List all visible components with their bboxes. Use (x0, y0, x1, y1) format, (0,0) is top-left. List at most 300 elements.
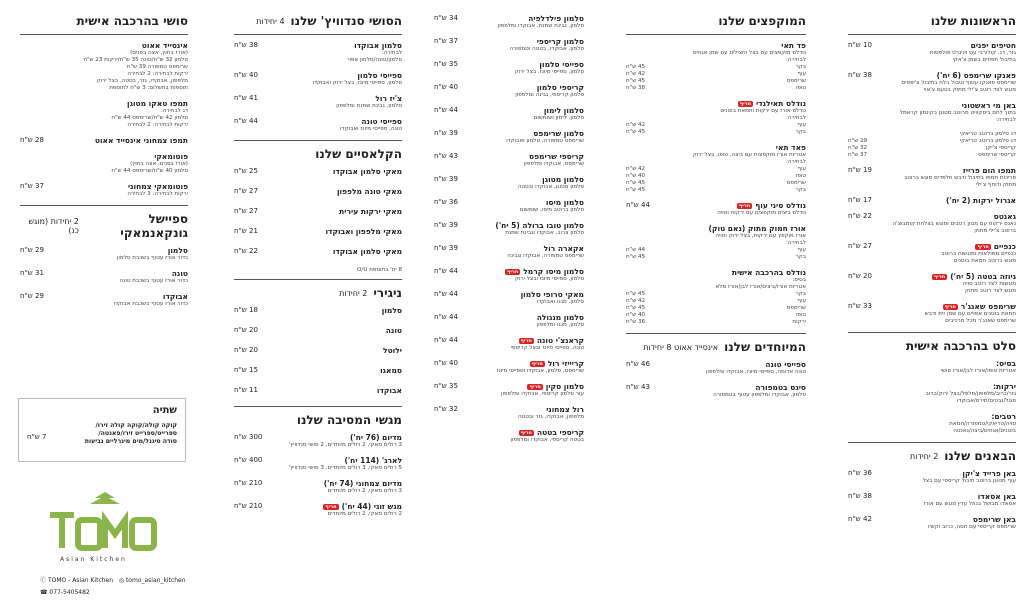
menu-item-option-price: 32 ש"ח (848, 145, 868, 151)
classic-item-name: מאקי מלפפון ואבוקדו (325, 227, 402, 236)
section-title-party (234, 413, 402, 427)
bun-item-name: באן שרימפס (972, 515, 1016, 524)
bun-item (848, 515, 1016, 531)
menu-item-option (626, 71, 806, 78)
roll-item-price: 43 ש"ח (434, 152, 458, 160)
drinks-title: שתיה (152, 405, 177, 416)
insideout-line: מלפפון, אבוקדו, גזר, בטטה, בצל ירוק (96, 78, 188, 84)
spicy-icon: חריף (977, 244, 989, 250)
classic-item (234, 247, 402, 256)
futoveg-price: 37 ש"ח (20, 182, 44, 190)
divider (234, 140, 402, 141)
bun-item-desc: אסאדו מבושל בנוזל עדין מוגש עם אורז (923, 501, 1016, 507)
divider (234, 406, 402, 407)
roll-item-price: 39 ש"ח (434, 221, 458, 229)
roll-item-name: קריספי שרימפס (529, 152, 584, 161)
menu-item (848, 41, 1016, 64)
spicy-icon: חריף (944, 304, 956, 310)
roll-item-price: 34 ש"ח (434, 14, 458, 22)
divider (234, 279, 402, 280)
menu-item-price: 17 ש"ח (848, 196, 872, 204)
column-rolls (434, 14, 584, 451)
section-title-nigiri-sub: 2 יחידות (339, 288, 368, 298)
classic-item-name: מאקי ירקות עירית (339, 207, 402, 216)
salad-group (848, 412, 1016, 435)
roll-item-price: 40 ש"ח (434, 83, 458, 91)
column-starters (848, 14, 1016, 538)
party-item-desc: 3 רולים מאקי, 2 רולים מיוחדים (327, 488, 402, 494)
roll-item-price: 39 ש"ח (434, 129, 458, 137)
sandwich-item-name: ספייסי טונה (361, 117, 402, 126)
menu-item-desc2: לבחירה: (785, 159, 806, 165)
nigiri-item-price: 20 ש"ח (234, 346, 258, 354)
column-custom-sushi (20, 14, 188, 315)
insideout-line: שרימפס טמפורה 39 ש"ח (126, 64, 188, 70)
menu-item-option-price: 45 ש"ח (626, 78, 646, 84)
section-title-classic-text: הקלאסיים שלנו (315, 147, 402, 161)
sandwich-item (234, 41, 402, 64)
menu-item (626, 201, 806, 217)
menu-item-option-price: 36 ש"ח (626, 319, 646, 325)
section-title-starters (848, 14, 1016, 28)
classic-item-price: 21 ש"ח (234, 227, 258, 235)
roll-item-name: סלמון מיסו קרמלחריף (506, 267, 584, 276)
roll-item-price: 39 ש"ח (434, 244, 458, 252)
roll-item-name: אקארה רול (543, 244, 584, 253)
salad-group-label: ירקות: (993, 382, 1016, 391)
sandwich-item-name: ספייסי סלמון (357, 71, 402, 80)
menu-item-desc2: אטריות אורז/ביצים/אורז לבן/אורז מלא (715, 284, 806, 290)
menu-item-name: תמפו הום פרייז (962, 166, 1016, 175)
roll-item-name: סלמון שרימפס (533, 129, 584, 138)
section-title-stirfry-text: המוקפצים שלנו (718, 14, 806, 28)
menu-item-desc: בסיס: (792, 277, 806, 283)
menu-item-name: נודלס סיני עוףחריף (738, 201, 806, 210)
futo-line: סלמון 40 ש"ח/שרימפס 44 ש"ח (111, 168, 188, 174)
menu-item (848, 131, 1016, 159)
classic-item-name: מאקי טונה מלפפון (336, 187, 402, 196)
menu-item-name: גיוזה בטטה (5 יח')חריף (933, 272, 1016, 281)
spicy-icon: חריף (739, 101, 752, 107)
nigiri-item (234, 306, 402, 315)
menu-item-desc: בתוך לחם ביסקוויט מרוטב מטוגן בקינמון קראמל (899, 110, 1016, 116)
insideout-desc: (אורז בחוץ, אצה בפנים) (130, 50, 188, 56)
section-title-special-text: המיוחדים שלנו (724, 340, 806, 354)
insideout-line: סלמון 32 ש"ח/טונה 35 ש"ח/ירקות 23 ש"ח (83, 57, 188, 63)
classic-item-name: מאקי סלמון אבוקדו (332, 167, 402, 176)
menu-item (848, 166, 1016, 189)
roll-item-desc: סלמון מטוגן, אבוקדו ובטטה (517, 184, 584, 190)
section-title-buns-sub: 2 יחידות (910, 451, 939, 461)
menu-item-option-label: טופו (795, 173, 806, 179)
menu-item-desc: אטריות אורז מוקפצות עם ביצה, טופו, בצל ירוק (692, 152, 806, 158)
facebook-handle[interactable]: TOMO - Asian Kitchen (47, 577, 114, 584)
menu-item (626, 143, 806, 194)
sandwich-item-desc: סלמון, ספייסי מיונז, בצל ירוק ואבוקדו (312, 80, 402, 86)
roll-item-name: סלמון מטוגן (542, 175, 584, 184)
menu-item-desc2: בתיבול תפוזים בשמן צ'אקי (952, 57, 1016, 63)
roll-item-name: סלמון מיסו (545, 198, 584, 207)
menu-item-price: 19 ש"ח (848, 166, 872, 174)
menu-item-option-price: 45 ש"ח (626, 64, 646, 70)
phone-number[interactable]: 077-5405482 (49, 589, 90, 596)
roll-item (434, 106, 584, 122)
roll-item-price: 37 ש"ח (434, 37, 458, 45)
roll-item-name: קריייזי רולחריף (531, 359, 584, 368)
section-title-sandwich-sub: 4 יחידות (256, 16, 285, 26)
menu-item-option (626, 64, 806, 71)
menu-item-option-label: בקר (795, 64, 806, 70)
menu-item (848, 212, 1016, 235)
menu-item-desc: מוגשות לצד רוטב סויה (962, 281, 1016, 287)
classic-item-price: 27 ש"ח (234, 187, 258, 195)
menu-item-option-label: בקר (795, 129, 806, 135)
roll-item (434, 60, 584, 76)
sandwich-item-desc2: סלמון/טונה/סלמון אפוי (348, 57, 402, 63)
section-title-salad-text: סלט בהרכבה אישית (905, 339, 1016, 353)
roll-item-desc: סלמון, גבינת שמנת, אבוקדו ומלפפון (497, 23, 584, 29)
roll-item-price: 32 ש"ח (434, 405, 458, 413)
roll-item (434, 221, 584, 237)
menu-item-option-label: קריספי שרימפס (978, 152, 1016, 158)
special-item-desc: טונה אדומה, ספייסי מיונז, אבוקדו ומלפפון (705, 369, 806, 375)
party-item-price: 300 ש"ח (234, 433, 263, 441)
section-title-special-sub: אינסייד אאוט 8 יחידות (643, 342, 719, 352)
menu-item-desc2: לבחירה: (995, 117, 1016, 123)
menu-item-option-price: 42 ש"ח (626, 166, 646, 172)
roll-item-price: 44 ש"ח (434, 313, 458, 321)
gunkan-item-desc: כדור אורז עטוף בשכבת אבוקדו (113, 301, 188, 307)
roll-item-desc: שרימפס, אבוקדו ומלפפון (523, 161, 584, 167)
menu-item-price: 27 ש"ח (848, 242, 872, 250)
nigiri-item-name: ילוטל (383, 346, 402, 355)
gunkan-item-name: אבוקדו (162, 292, 188, 301)
menu-item (848, 101, 1016, 124)
classic-item-price: 22 ש"ח (234, 247, 258, 255)
menu-item-option (626, 247, 806, 254)
roll-item (434, 152, 584, 168)
nigiri-item-price: 20 ש"ח (234, 326, 258, 334)
section-title-special (626, 340, 806, 354)
sandwich-item-desc: טונה, ספייסי מיונז ואבוקדו (340, 126, 402, 132)
gunkan-item (20, 292, 188, 308)
menu-item (626, 224, 806, 261)
roll-item-price: 44 ש"ח (434, 336, 458, 344)
sandwich-item-price: 38 ש"ח (234, 41, 258, 49)
menu-item-option-label: קריספי צ'יקן (985, 145, 1016, 151)
nigiri-item-price: 11 ש"ח (234, 386, 258, 394)
section-title-buns (848, 449, 1016, 463)
menu-item-name: פד תאי (781, 41, 806, 50)
salad-group-desc: גזר/כרוב/מלפפון/פלפל/בצל ירוק/כרוב סגול/נבטים/תירס/אבוקדו (925, 391, 1016, 404)
menu-item-option (626, 305, 806, 312)
special-item-price: 43 ש"ח (626, 383, 650, 391)
spicy-icon: חריף (738, 203, 751, 209)
insideout-block (20, 41, 188, 92)
futo-name: פוטומאקי (154, 152, 188, 161)
roll-item-price: 44 ש"ח (434, 106, 458, 114)
menu-item (626, 41, 806, 92)
futoveg-line: ירקות לבחירה: 3 לבחירה (127, 191, 188, 197)
roll-item-name: קריספי סלמון (536, 83, 584, 92)
nigiri-item-name: סמאגו (380, 366, 402, 375)
roll-item (434, 175, 584, 191)
menu-item-option-label: שרימפס (786, 305, 806, 311)
menu-item-option-price: 45 ש"ח (626, 305, 646, 311)
roll-item-desc: סלמון, אבוקדו, בטטה וטמפורה (509, 46, 584, 52)
menu-item (848, 242, 1016, 265)
special-item (626, 383, 806, 399)
menu-item-option-label: עוף (797, 298, 806, 304)
menu-item-desc: פריכות תמפו בתיבול ודבש חלפדים מוגש ברוטב (904, 175, 1016, 181)
section-title-sandwich (234, 14, 402, 28)
facebook-icon: ⓕ (40, 577, 47, 584)
nigiri-item (234, 326, 402, 335)
classic-note: 8 יח' בתוספת O/U (357, 267, 402, 273)
menu-item-name: פאנקו שרימפס (6 יח') (936, 71, 1016, 80)
section-title-nigiri (234, 286, 402, 300)
roll-item-desc: בטטה קריספי, אבוקדו ומלפפון (510, 437, 584, 443)
roll-item (434, 428, 584, 444)
menu-item-option-label: עוף (797, 122, 806, 128)
special-item-name: ספייסי טונה (765, 360, 806, 369)
menu-item-desc2: לבחירה: (785, 57, 806, 63)
menu-item-desc: גזר, דג, קולורבי עם ויניגרט פולפסות (929, 50, 1016, 56)
bun-item-name: באן פרייד צ'יקן (962, 469, 1016, 478)
sandwich-item-desc: סלמון, גבינת שמנת ומלפפון (336, 103, 402, 109)
menu-item-desc: נודלס ביצים מוקפצים עם ירקות וסויה (717, 210, 806, 216)
menu-item-option-price: 45 ש"ח (626, 180, 646, 186)
sandwich-item-price: 41 ש"ח (234, 94, 258, 102)
menu-item-desc: דג סלמון ברוטב טריאקי (959, 131, 1016, 137)
sandwich-item (234, 71, 402, 87)
roll-item (434, 267, 584, 283)
roll-item-name: סלמון קריספי (536, 37, 584, 46)
menu-item-option-label: עוף (797, 71, 806, 77)
spicy-icon: חריף (933, 274, 946, 280)
menu-item-option-label: טופו (795, 85, 806, 91)
menu-item-option-label: ירקות (792, 319, 806, 325)
party-item (234, 479, 402, 495)
fried-block (20, 99, 188, 129)
roll-item (434, 336, 584, 352)
menu-item-desc: נאנס ירקות עם מגוון רטבים ומוגש בצלחת קומבוצ'ה (892, 221, 1016, 227)
gunkan-item-price: 31 ש"ח (20, 269, 44, 277)
menu-item-desc2: ברוטב צ'ילי מתוק (974, 228, 1016, 234)
menu-item-price: 44 ש"ח (626, 201, 650, 209)
menu-item-desc2: מוגש ברוטב חמאת בוטנים (953, 258, 1016, 264)
section-title-gunkan-text: ספיישל גונקאנמאקי (120, 212, 188, 240)
menu-item-price: 33 ש"ח (848, 302, 872, 310)
special-item-name: סיגס בטמפורה (755, 383, 806, 392)
roll-item-name: סלמון מנגולה (536, 313, 584, 322)
gunkan-item (20, 246, 188, 262)
column-sandwich (234, 14, 402, 525)
classic-item (234, 207, 402, 216)
menu-item-option (626, 291, 806, 298)
roll-item-name: מאקי טרופי סלמון (520, 290, 584, 299)
section-title-salad (848, 339, 1016, 353)
party-item-price: 210 ש"ח (234, 479, 263, 487)
salad-group-desc: אטריות טופו/אורז לבן/אורז סושי (940, 368, 1016, 374)
party-item-desc: 5 רולים מאקי, 3 רולים מיוחדים, 3 סושי סנדוויץ' (288, 465, 402, 471)
nigiri-item-name: סלמון (381, 306, 402, 315)
spicy-icon: חריף (531, 361, 543, 367)
roll-item (434, 382, 584, 398)
gunkan-item (20, 269, 188, 285)
roll-item-name: קריספי בטטהחריף (520, 428, 584, 437)
menu-item-option (626, 298, 806, 305)
drinks-price: 7 ש"ח (27, 433, 47, 441)
bun-item (848, 469, 1016, 485)
party-item (234, 433, 402, 449)
party-item-name: מגש זוגי (44 יח')חריף (325, 502, 402, 511)
section-title-nigiri-text: ניגירי (373, 286, 402, 300)
menu-item-option-label: בקר (795, 291, 806, 297)
roll-item (434, 83, 584, 99)
classic-item-price: 25 ש"ח (234, 167, 258, 175)
insideout-name: אינסייד אאוט (141, 41, 188, 50)
menu-item-desc2: לבחירה: (785, 240, 806, 246)
special-item (626, 360, 806, 376)
roll-item-price: 39 ש"ח (434, 175, 458, 183)
roll-item (434, 37, 584, 53)
menu-item (848, 272, 1016, 295)
roll-item (434, 14, 584, 30)
menu-item-name: חטיפים יפנים (970, 41, 1016, 50)
section-title-gunkan (20, 212, 188, 240)
menu-item-option-label: דג סלמון ברוטב טריאקי (959, 138, 1016, 144)
column-stirfry (626, 14, 806, 406)
menu-item-desc2: מוגש לצד רוטב מתוק (965, 288, 1016, 294)
menu-item-desc: אורז מוקפץ עם ירקות, בצל ירוק וסויה (715, 233, 806, 239)
section-title-starters-text: הראשונות שלנו (930, 14, 1016, 28)
roll-item-desc: סלמון צרוב, אבוקדו וגבינת שמנת (505, 230, 584, 236)
spicy-icon: חריף (520, 338, 532, 344)
menu-item-option-price: 42 ש"ח (626, 71, 646, 77)
roll-item (434, 359, 584, 375)
classic-item-price: 27 ש"ח (234, 207, 258, 215)
divider (20, 34, 188, 35)
menu-item-option-label: טופו (795, 312, 806, 318)
menu-item-option (848, 138, 1016, 145)
menu-item-option (626, 78, 806, 85)
nigiri-item (234, 386, 402, 395)
fried-name: תמפו טאקו מטוגן (127, 99, 188, 108)
roll-item (434, 405, 584, 421)
menu-item-option (626, 122, 806, 129)
gunkan-item-desc: כדור אורז עטוף בשכבת סלמון (116, 255, 188, 261)
sandwich-item (234, 117, 402, 133)
menu-item-option (626, 129, 806, 136)
menu-item-option-label: בקר (795, 254, 806, 260)
menu-item (848, 196, 1016, 205)
bun-item-desc: שרימפס קריספי עם חסה, כרוב וקשיו (928, 524, 1016, 530)
drinks-line-1: קוקה קולה/קוקה קולה זירו/ (95, 422, 177, 429)
menu-item (848, 302, 1016, 325)
menu-item-name: פאד תאי (775, 143, 806, 152)
nigiri-item-price: 18 ש"ח (234, 306, 258, 314)
menu-item-price: 10 ש"ח (848, 41, 872, 49)
menu-item-desc: חמאת בוטנים אפויים עם שמן זית ודבש (924, 311, 1016, 317)
salad-group-label: בסיס: (996, 359, 1016, 368)
roll-item (434, 313, 584, 329)
section-title-custom-sushi-text: סושי בהרכבה אישית (76, 14, 188, 28)
menu-item-name: נודלס תאילנדיחריף (739, 99, 806, 108)
section-title-classic (234, 147, 402, 161)
party-item-name: מדיום צמחוני (74 יח') (323, 479, 402, 488)
menu-item-option-label: עוף (797, 166, 806, 172)
roll-item-desc: סלמון, לימון ושומשום (533, 115, 584, 121)
roll-item-name: קראנצ'י טונהחריף (520, 336, 584, 345)
bun-item-desc: עוף מטוגן ברוטב תיבול קריספי עם בצל (922, 478, 1016, 484)
instagram-handle[interactable]: tomo_asian_kitchen (125, 577, 186, 584)
bun-item-price: 38 ש"ח (848, 492, 872, 500)
menu-item-option-price: 40 ש"ח (626, 312, 646, 318)
menu-item-option (848, 152, 1016, 159)
menu-item-option-price: 45 ש"ח (626, 187, 646, 193)
spicy-icon: חריף (529, 384, 541, 390)
menu-item-name: אגרול ירקות (2 יח') (946, 196, 1016, 205)
futo-desc: (אורז בפנים, אצה בחוץ) (130, 161, 188, 167)
nigiri-item (234, 346, 402, 355)
classic-item (234, 187, 402, 196)
futoveg-name: פוטומאקי צמחוני (127, 182, 188, 191)
nigiri-item (234, 366, 402, 375)
menu-item-name: נודלס בהרכבה אישית (731, 268, 806, 277)
roll-item-price: 35 ש"ח (434, 60, 458, 68)
bun-item-price: 42 ש"ח (848, 515, 872, 523)
roll-item (434, 129, 584, 145)
menu-item-option-price: 29 ש"ח (848, 138, 868, 144)
veg-block (20, 136, 188, 145)
divider (848, 34, 1016, 35)
menu-item-option-price: 45 ש"ח (626, 291, 646, 297)
roll-item-desc: סלמון ברוטב מיסו, שומשום (519, 207, 584, 213)
fried-line: ירקות לבחירה: 2 לבחירה (127, 122, 188, 128)
menu-item-desc2: שרימפס שאנג'ר מכל מרכיבים (945, 318, 1016, 324)
menu-item-option-price: 37 ש"ח (848, 152, 868, 158)
spicy-icon: חריף (325, 504, 337, 510)
classic-item (234, 227, 402, 236)
phone-icon: ☎ (40, 589, 48, 596)
menu-item-option (626, 319, 806, 326)
roll-item-price: 44 ש"ח (434, 267, 458, 275)
classic-item-name: מאקי סלמון אבוקדו (332, 247, 402, 256)
salad-group (848, 359, 1016, 375)
divider (20, 205, 188, 206)
bun-item-price: 36 ש"ח (848, 469, 872, 477)
roll-item-desc: טונה, ספייסי מיונז ובצל קריספי (510, 345, 584, 351)
menu-item-option-price: 42 ש"ח (626, 298, 646, 304)
sandwich-item-desc: לבחירה: (381, 50, 402, 56)
menu-item-desc2: מתוק ודוחף צ'ילי (975, 182, 1016, 188)
roll-item-name: רול צמחוני (546, 405, 584, 414)
menu-item-price: 20 ש"ח (848, 272, 872, 280)
menu-item-desc: נודלס מוקפצים עם בצל וחצילים עם שמן אגוזים (693, 50, 806, 56)
classic-item (234, 167, 402, 176)
salad-group-label: רטבים: (991, 412, 1016, 421)
spicy-icon: חריף (506, 269, 519, 275)
bun-item (848, 492, 1016, 508)
menu-item-desc2: מוגש לצד רוטב צ'ילי מתוק בטעם צ'אוי (923, 87, 1016, 93)
salad-group (848, 382, 1016, 405)
menu-item-option-label: בקר (795, 187, 806, 193)
spicy-icon: חריף (520, 430, 532, 436)
social-links (40, 575, 186, 601)
section-title-sandwich-text: הסושי סנדוויץ' שלנו (290, 14, 402, 28)
menu-item-name: שרימפס שאנג'רחריף (944, 302, 1016, 311)
